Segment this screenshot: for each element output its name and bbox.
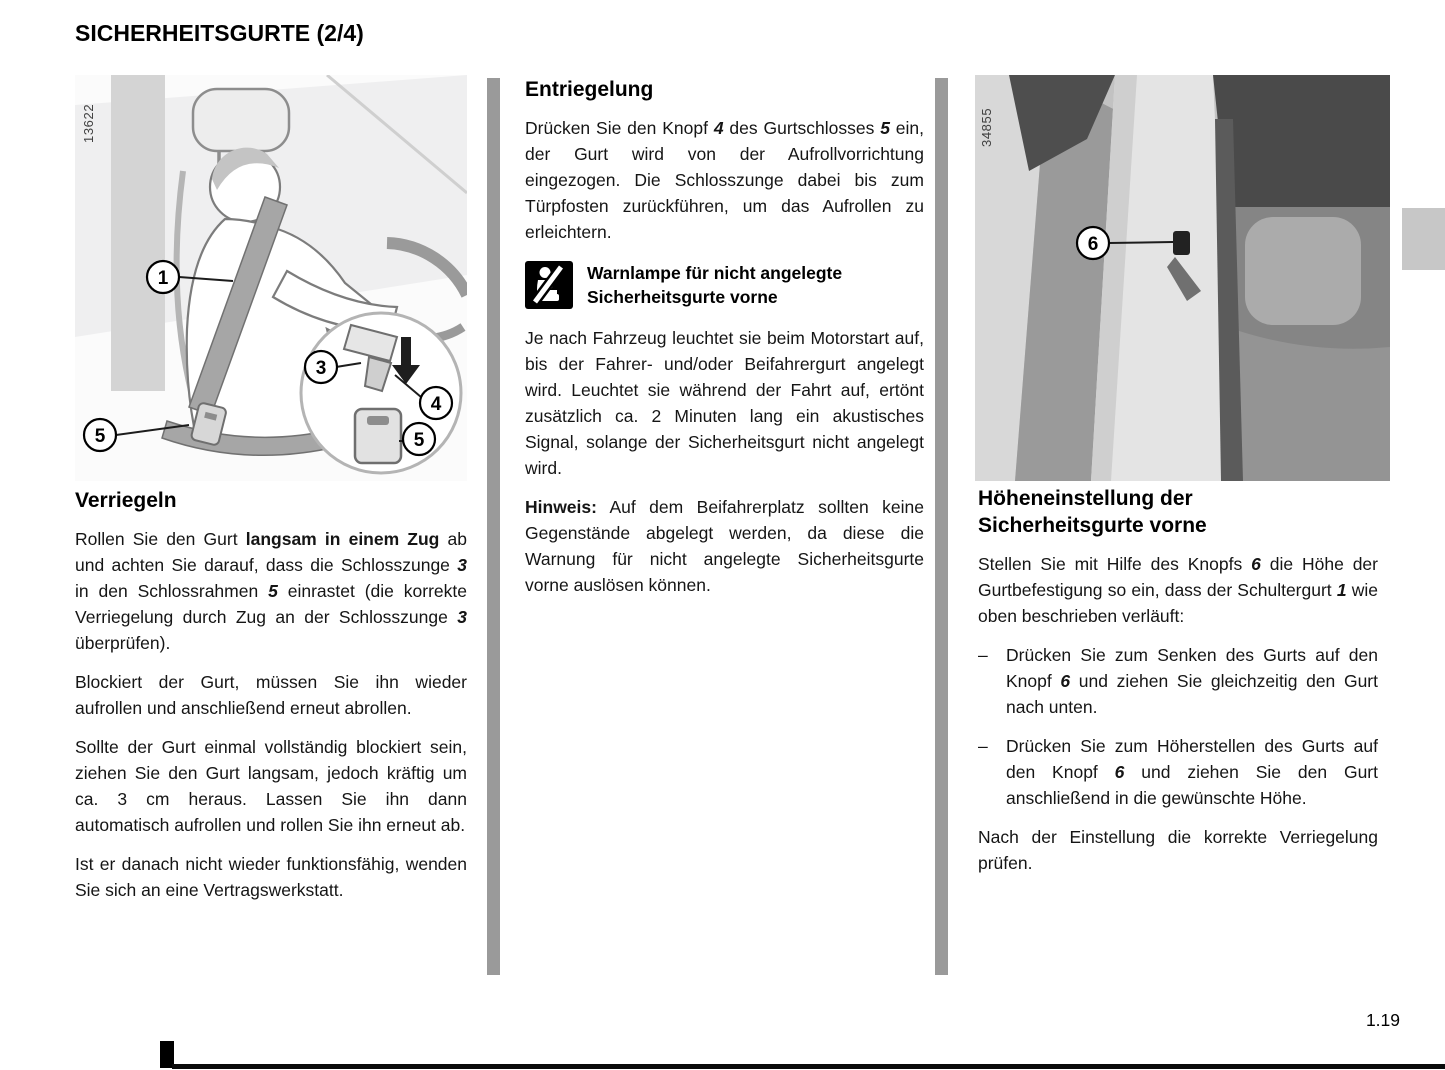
paragraph-hoehe-intro: Stellen Sie mit Hilfe des Knopfs 6 die Höhe der Gurtbefestigung so ein, dass der Schultergurt 1 wie oben beschrieben verläuft: — [978, 554, 1379, 626]
callout-4 — [420, 387, 452, 419]
paragraph-verriegeln-1: Rollen Sie den Gurt langsam in einem Zug ab und achten Sie darauf, dass die Schlosszunge 3 in den Schlossrahmen 5 einrastet (die korrekte Verriegelung durch Zug an der Schlosszunge 3 überprüfen). — [75, 529, 467, 653]
paragraph-hinweis: Hinweis: Auf dem Beifahrerplatz sollten keine Gegenstände abgelegt werden, da diese die Warnung für nicht angelegte Sicherheitsgurte vorne auslösen können. — [525, 497, 924, 595]
callout-5-left-label: 5 — [94, 426, 106, 447]
section-edge-tab — [1402, 208, 1445, 270]
height-adjuster-knob — [1173, 231, 1190, 255]
callout-6-leader — [1109, 242, 1173, 243]
seat-headrest — [1245, 217, 1361, 325]
callout-3-label: 3 — [315, 358, 327, 379]
heading-verriegeln: Verriegeln — [75, 489, 177, 512]
callout-1-label: 1 — [157, 268, 169, 289]
heading-hoeheneinstellung: Höheneinstellung der Sicherheitsgurte vorne — [978, 487, 1207, 537]
paragraph-hoehe-outro: Nach der Einstellung die korrekte Verriegelung prüfen. — [978, 827, 1378, 873]
page-number: 1.19 — [1365, 1010, 1400, 1030]
figure-belt-height-adjuster — [975, 75, 1390, 481]
column-divider-right — [935, 78, 948, 975]
seatback — [1227, 327, 1390, 481]
section-verriegeln — [75, 487, 467, 916]
callout-5-magnifier-label: 5 — [413, 430, 425, 451]
bottom-edge-rule — [172, 1064, 1445, 1069]
bullet-item-senken — [978, 642, 1378, 720]
seatbelt-warning-icon — [525, 261, 573, 309]
section-entriegelung — [525, 76, 924, 611]
seatbelt-usage-drawing — [75, 75, 467, 481]
callout-4-label: 4 — [430, 394, 442, 415]
callout-6-label: 6 — [1087, 234, 1099, 255]
callout-6 — [1077, 227, 1109, 259]
belt-height-adjuster-photo — [975, 75, 1390, 481]
callout-3 — [305, 351, 337, 383]
callout-5-magnifier — [403, 423, 435, 455]
column-divider-left — [487, 78, 500, 975]
warning-label: Warnlampe für nicht angelegte Sicherheitsgurte vorne — [587, 263, 843, 307]
paragraph-verriegeln-4: Ist er danach nicht wieder funktionsfähig, wenden Sie sich an eine Vertragswerkstatt. — [75, 854, 467, 900]
bullet-dash: – — [978, 645, 988, 665]
door-pillar — [111, 75, 165, 391]
paragraph-entriegelung-2: Je nach Fahrzeug leuchtet sie beim Motorstart auf, bis der Fahrer- und/oder Beifahrergurt angelegt wird. Leuchtet sie während der Fahrt auf, ertönt zusätzlich ca. 2 Minuten lang ein akustisches Signal, solange der Sicherheitsgurt nicht angelegt wird. — [525, 328, 924, 478]
callout-5-left — [84, 419, 116, 451]
paragraph-verriegeln-3: Sollte der Gurt einmal vollständig blockiert sein, ziehen Sie den Gurt langsam, jedoch kräftig um ca. 3 cm heraus. Lassen Sie ihn dann automatisch aufrollen und rollen Sie ihn erneut ab. — [75, 737, 467, 835]
page-title: SICHERHEITSGURTE (2/4) — [75, 20, 364, 46]
figure-seatbelt-usage — [75, 75, 467, 481]
section-hoeheneinstellung — [978, 485, 1378, 889]
figure-code-left: 13622 — [81, 103, 96, 143]
bullet-text-senken: Drücken Sie zum Senken des Gurts auf den Knopf 6 und ziehen Sie gleichzeitig den Gurt nach unten. — [1006, 645, 1378, 717]
paragraph-entriegelung-1: Drücken Sie den Knopf 4 des Gurtschlosses 5 ein, der Gurt wird von der Aufrollvorrichtung eingezogen. Die Schlosszunge dabei bis zum Türpfosten zurückführen, um das Aufrollen zu erleichtern. — [525, 118, 925, 242]
window-right — [1213, 75, 1390, 223]
callout-1 — [147, 261, 179, 293]
bullet-item-hoeherstellen — [978, 733, 1378, 811]
bullet-text-hoeherstellen: Drücken Sie zum Höherstellen des Gurts auf den Knopf 6 und ziehen Sie den Gurt anschließend in die gewünschte Höhe. — [1006, 736, 1378, 808]
bullet-dash: – — [978, 736, 988, 756]
heading-entriegelung: Entriegelung — [525, 78, 654, 101]
figure-code-right: 34855 — [979, 107, 994, 147]
paragraph-verriegeln-2: Blockiert der Gurt, müssen Sie ihn wieder aufrollen und anschließend erneut abrollen. — [75, 672, 467, 718]
warning-note — [525, 261, 924, 309]
